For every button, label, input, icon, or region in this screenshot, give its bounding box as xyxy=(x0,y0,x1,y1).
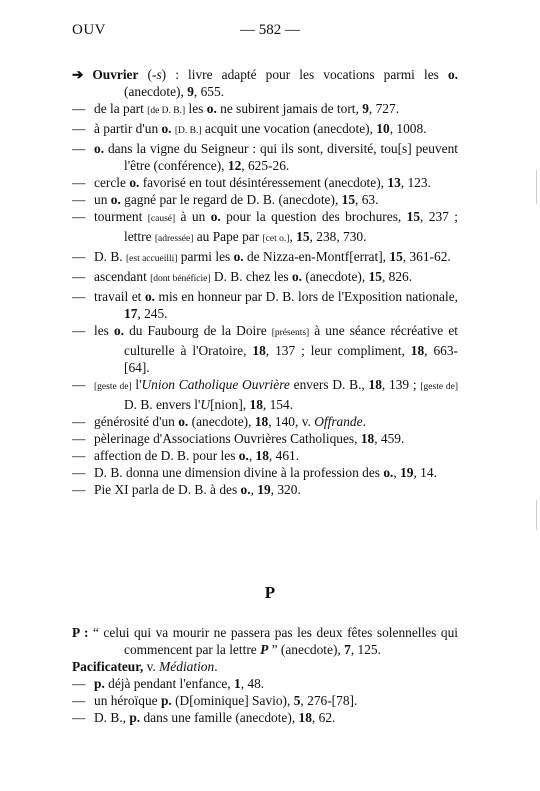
running-head: OUV xyxy=(72,22,106,38)
index-entry: P : “ celui qui va mourir ne passera pas les deux fêtes solennelles qui commencent par la lettre P ” (anecdote), 7, 125. xyxy=(72,625,458,657)
index-entry: — cercle o. favorisé en tout désintéressement (anecdote), 13, 123. xyxy=(72,175,431,190)
index-entry: — Pie XI parla de D. B. à des o., 19, 320. xyxy=(72,482,301,497)
index-entry: — D. B. donna une dimension divine à la profession des o., 19, 14. xyxy=(72,465,437,480)
index-entry: — D. B., p. dans une famille (anecdote), 18, 62. xyxy=(72,710,336,725)
index-entry: — tourment [causé] à un o. pour la question des brochures, 15, 237 ; lettre [adressée] au Pape par [cet o.], 15, 238, 730. xyxy=(72,209,458,244)
page-number: — 582 — xyxy=(240,22,300,38)
index-entry: — travail et o. mis en honneur par D. B. lors de l'Exposition nationale, 17, 245. xyxy=(72,289,458,321)
index-entry: Pacificateur, v. Médiation. xyxy=(72,659,218,674)
index-entry: — pèlerinage d'Associations Ouvrières Catholiques, 18, 459. xyxy=(72,431,405,446)
index-entry: — affection de D. B. pour les o., 18, 461. xyxy=(72,448,300,463)
index-entry: — générosité d'un o. (anecdote), 18, 140, v. Offrande. xyxy=(72,414,366,429)
scan-edge-mark xyxy=(536,170,537,204)
index-entry: — de la part [de D. B.] les o. ne subirent jamais de tort, 9, 727. xyxy=(72,101,400,116)
index-entry: — ascendant [dont bénéficie] D. B. chez les o. (anecdote), 15, 826. xyxy=(72,269,413,284)
index-entry: — [geste de] l'Union Catholique Ouvrière envers D. B., 18, 139 ; [geste de] D. B. envers l'U[nion], 18, 154. xyxy=(72,377,458,412)
index-entry: — les o. du Faubourg de la Doire [présents] à une séance récréative et culturelle à l'Oratoire, 18, 137 ; leur compliment, 18, 663-[64]. xyxy=(72,323,458,375)
section-letter: P xyxy=(264,583,276,602)
index-entry: — un héroïque p. (D[ominique] Savio), 5, 276-[78]. xyxy=(72,693,358,708)
index-entries-p xyxy=(72,624,458,726)
index-entry: ➔ Ouvrier (-s) : livre adapté pour les vocations parmi les o. (anecdote), 9, 655. xyxy=(72,67,458,99)
index-entry: — un o. gagné par le regard de D. B. (anecdote), 15, 63. xyxy=(72,192,379,207)
index-entry: — p. déjà pendant l'enfance, 1, 48. xyxy=(72,676,265,691)
index-entry: — o. dans la vigne du Seigneur : qui ils sont, diversité, tou[s] peuvent l'être (conférence), 12, 625-26. xyxy=(72,141,458,173)
index-entry: — D. B. [est accueilli] parmi les o. de Nizza-en-Montf[errat], 15, 361-62. xyxy=(72,249,451,264)
index-entry: — à partir d'un o. [D. B.] acquit une vocation (anecdote), 10, 1008. xyxy=(72,121,427,136)
scan-edge-mark xyxy=(536,500,537,530)
index-entries-ouvrier xyxy=(72,66,458,498)
